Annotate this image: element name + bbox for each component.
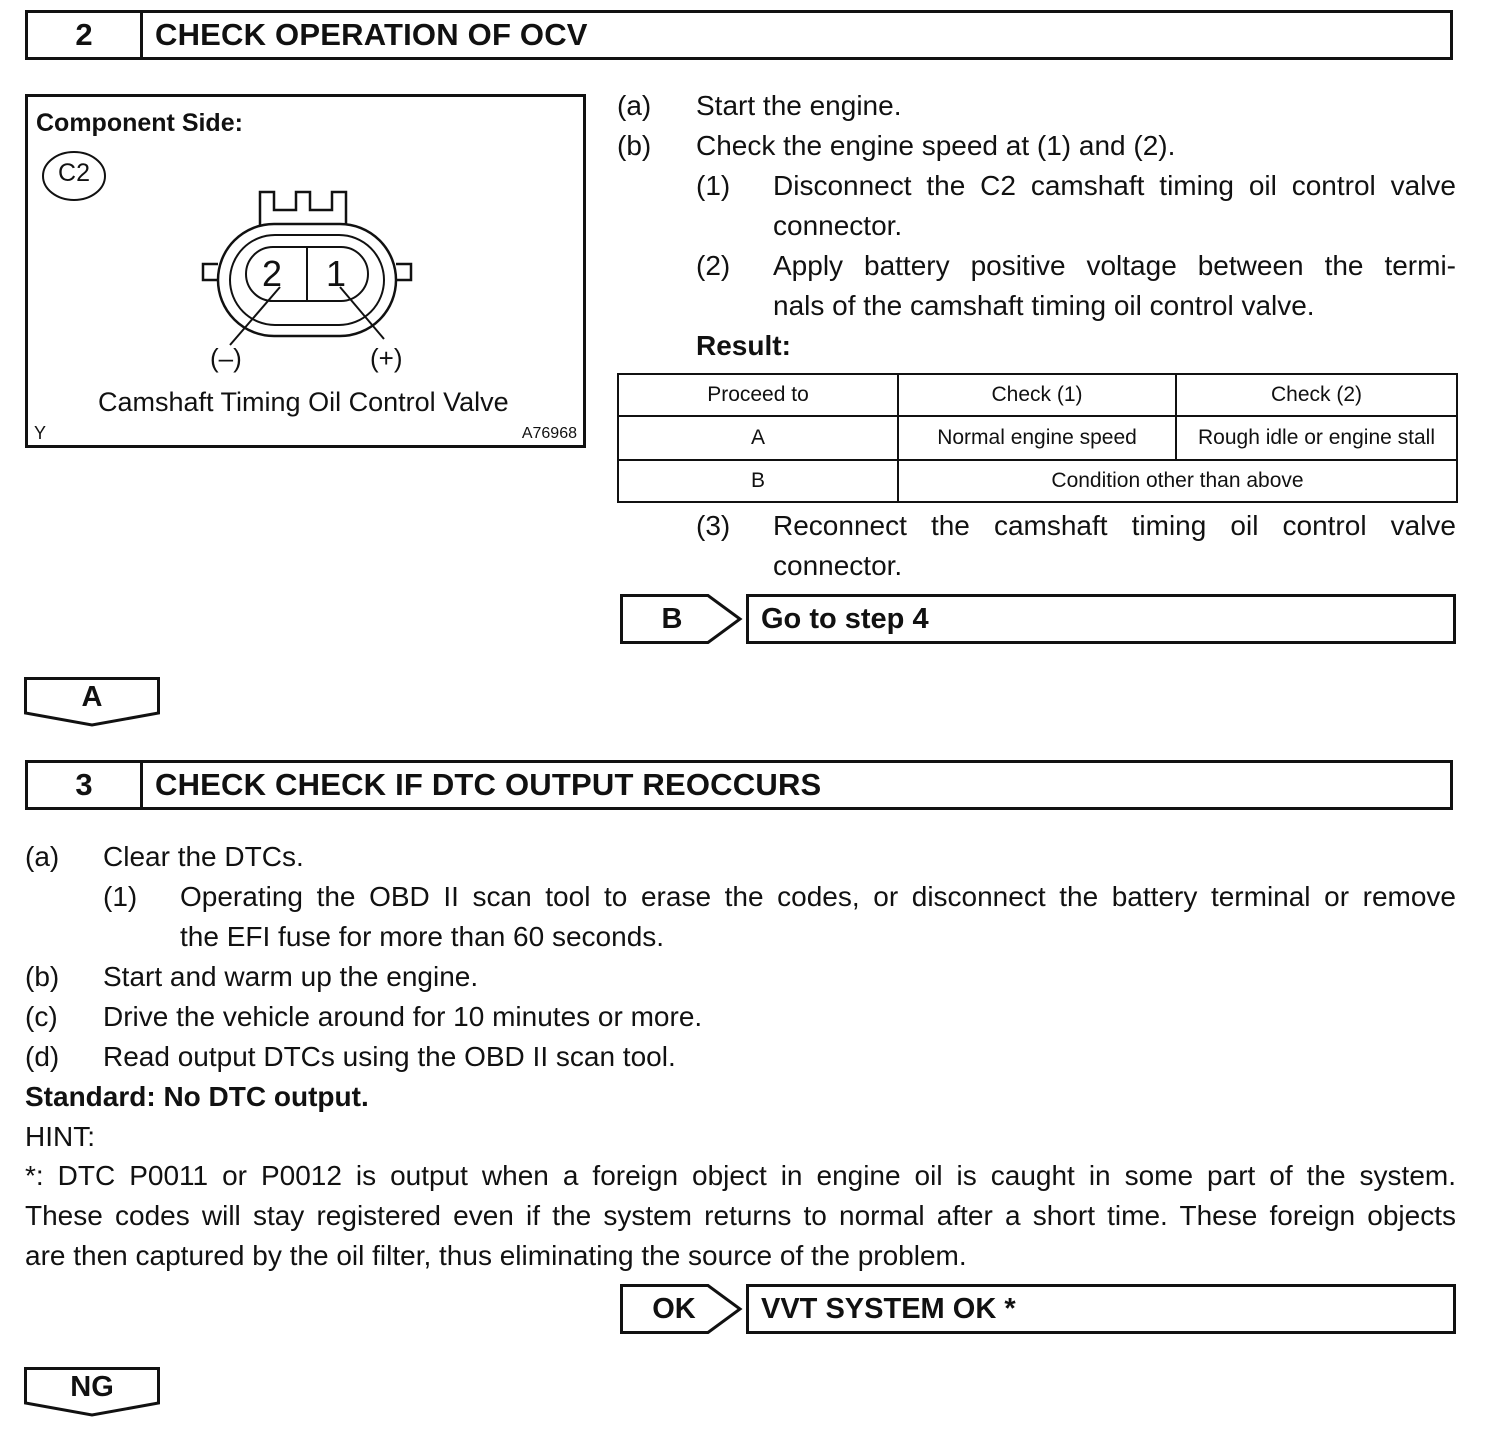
substep-text: Disconnect the C2 camshaft timing oil control valve <box>773 170 1456 201</box>
connector-figure <box>25 94 586 448</box>
continue-label: A <box>81 681 103 713</box>
step-title: CHECK CHECK IF DTC OUTPUT REOCCURS <box>155 767 822 802</box>
table-row <box>618 416 1457 460</box>
substep-text: connector. <box>773 210 903 241</box>
step-marker: (b) <box>25 961 60 992</box>
jump-target[interactable]: VVT SYSTEM OK * <box>746 1284 1456 1334</box>
substep-marker: (1) <box>696 170 731 201</box>
step-text: Start and warm up the engine. <box>103 961 479 992</box>
step-marker: (b) <box>617 130 652 161</box>
step-text: Clear the DTCs. <box>103 841 304 872</box>
connector-id: C2 <box>58 159 90 187</box>
jump-label: B <box>661 602 683 635</box>
table-header: Proceed to <box>618 374 898 416</box>
step-number: 2 <box>28 13 143 57</box>
substep-text: the EFI fuse for more than 60 seconds. <box>180 921 665 952</box>
step-marker: (a) <box>25 841 60 872</box>
substep-text: Reconnect the camshaft timing oil control valve <box>773 510 1456 541</box>
hint-text: are then captured by the oil filter, thus eliminating the source of the problem. <box>25 1240 967 1271</box>
hint-text: *: DTC P0011 or P0012 is output when a foreign object in engine oil is caught in some part of the system. <box>25 1160 1456 1191</box>
result-table <box>617 373 1458 503</box>
figure-code: A76968 <box>521 425 577 442</box>
step-text: Read output DTCs using the OBD II scan tool. <box>103 1041 676 1072</box>
table-cell: B <box>618 460 898 502</box>
table-cell: Condition other than above <box>898 460 1457 502</box>
table-header-row <box>618 374 1457 416</box>
table-header: Check (1) <box>898 374 1176 416</box>
substep-text: Operating the OBD II scan tool to erase the codes, or disconnect the battery terminal or remove <box>180 881 1456 912</box>
hint-text: These codes will stay registered even if the system returns to normal after a short time. These foreign objects <box>25 1200 1456 1231</box>
jump-label: OK <box>652 1292 696 1325</box>
figure-corner-mark: Y <box>34 423 47 443</box>
step-2-header <box>25 10 1453 60</box>
pin-1-label: 1 <box>326 253 347 294</box>
connector-latch <box>260 192 346 225</box>
substep-text: Apply battery positive voltage between the termi- <box>773 250 1456 281</box>
table-row <box>618 460 1457 502</box>
standard-text: Standard: No DTC output. <box>25 1081 369 1112</box>
continue-ng[interactable] <box>24 1367 160 1417</box>
substep-marker: (3) <box>696 510 731 541</box>
step-text: Start the engine. <box>696 90 902 121</box>
step-marker: (c) <box>25 1001 58 1032</box>
table-cell: A <box>618 416 898 460</box>
jump-ok[interactable] <box>620 1284 1456 1334</box>
step-marker: (d) <box>25 1041 60 1072</box>
step-3-header <box>25 760 1453 810</box>
hint-label: HINT: <box>25 1121 95 1152</box>
pin-2-label: 2 <box>262 253 283 294</box>
substep-marker: (1) <box>103 881 138 912</box>
continue-label: NG <box>70 1371 114 1403</box>
positive-terminal-label: (+) <box>370 343 403 373</box>
step-text: Check the engine speed at (1) and (2). <box>696 130 1176 161</box>
figure-heading: Component Side: <box>36 109 243 137</box>
continue-a[interactable] <box>24 677 160 727</box>
substep-text: nals of the camshaft timing oil control valve. <box>773 290 1315 321</box>
step-text: Drive the vehicle around for 10 minutes or more. <box>103 1001 703 1032</box>
table-header: Check (2) <box>1176 374 1457 416</box>
step-marker: (a) <box>617 90 652 121</box>
table-cell: Rough idle or engine stall <box>1176 416 1457 460</box>
result-label: Result: <box>696 330 791 361</box>
table-cell: Normal engine speed <box>898 416 1176 460</box>
substep-marker: (2) <box>696 250 731 281</box>
step-number: 3 <box>28 763 143 807</box>
negative-terminal-label: (–) <box>210 343 242 373</box>
jump-target[interactable]: Go to step 4 <box>746 594 1456 644</box>
figure-caption: Camshaft Timing Oil Control Valve <box>98 387 509 417</box>
substep-text: connector. <box>773 550 903 581</box>
jump-b[interactable] <box>620 594 1456 644</box>
step-title: CHECK OPERATION OF OCV <box>155 17 588 52</box>
